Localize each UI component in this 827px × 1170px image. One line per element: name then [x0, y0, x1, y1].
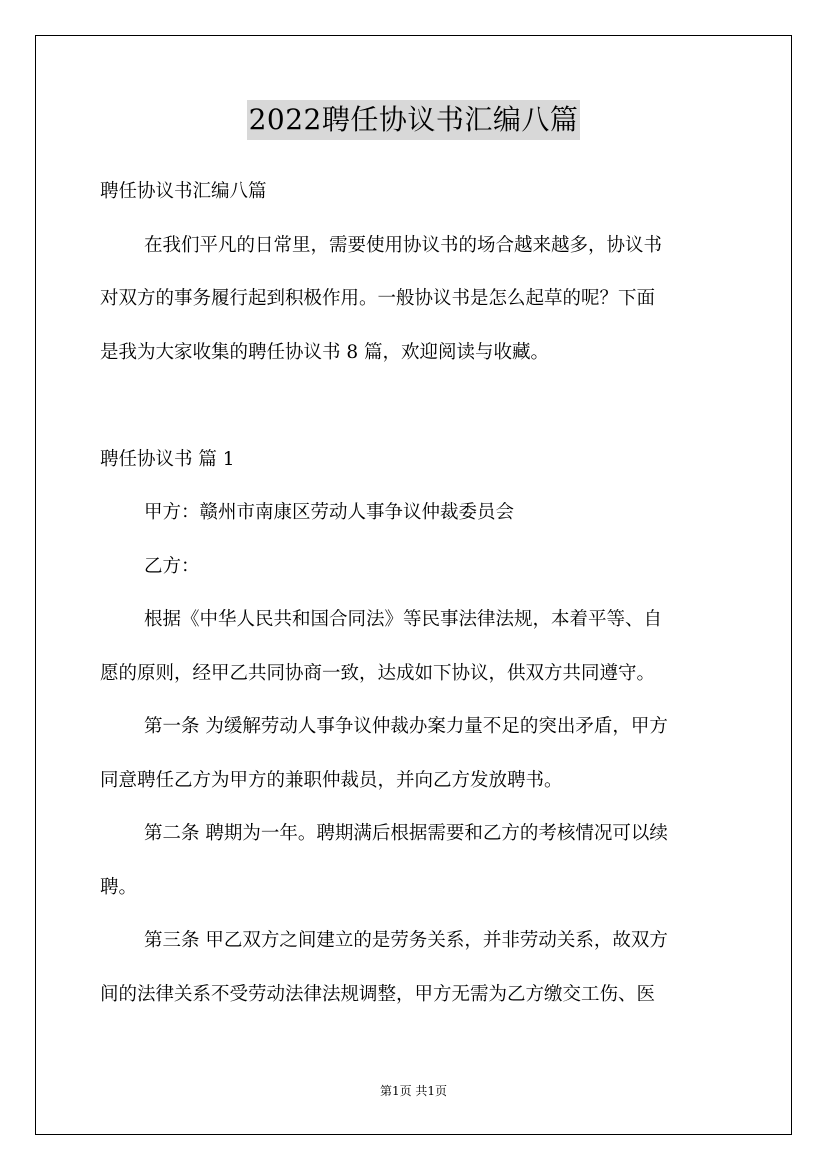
document-title: 2022聘任协议书汇编八篇: [247, 100, 581, 140]
intro-line-1: 在我们平凡的日常里，需要使用协议书的场合越来越多，协议书: [144, 234, 663, 256]
party-a-line: 甲方：赣州市南康区劳动人事争议仲裁委员会: [144, 502, 515, 523]
basis-line-1: 根据《中华人民共和国合同法》等民事法律法规，本着平等、自: [144, 609, 663, 630]
title-container: [0, 100, 827, 140]
article3-line-2: 间的法律关系不受劳动法律法规调整，甲方无需为乙方缴交工伤、医: [100, 983, 656, 1005]
section-heading: 聘任协议书 篇 1: [100, 448, 235, 470]
article1-line-1: 第一条 为缓解劳动人事争议仲裁办案力量不足的突出矛盾，甲方: [144, 716, 668, 737]
article2-line-1: 第二条 聘期为一年。聘期满后根据需要和乙方的考核情况可以续: [144, 823, 668, 844]
article2-line-2: 聘。: [100, 876, 138, 898]
party-b-line: 乙方：: [144, 555, 200, 577]
paragraph-gap: [100, 379, 730, 433]
intro-line-2: 对双方的事务履行起到积极作用。一般协议书是怎么起草的呢？下面: [100, 288, 656, 309]
document-subtitle: 聘任协议书汇编八篇: [100, 181, 267, 202]
article3-line-1: 第三条 甲乙双方之间建立的是劳务关系，并非劳动关系，故双方: [144, 930, 668, 951]
basis-line-2: 愿的原则，经甲乙共同协商一致，达成如下协议，供双方共同遵守。: [100, 662, 656, 684]
article1-line-2: 同意聘任乙方为甲方的兼职仲裁员，并向乙方发放聘书。: [100, 769, 563, 791]
document-body: [100, 165, 730, 1021]
page-number: 第1页 共1页: [379, 1084, 448, 1098]
intro-line-3: 是我为大家收集的聘任协议书 8 篇，欢迎阅读与收藏。: [100, 341, 550, 363]
page-footer: [0, 1082, 827, 1100]
